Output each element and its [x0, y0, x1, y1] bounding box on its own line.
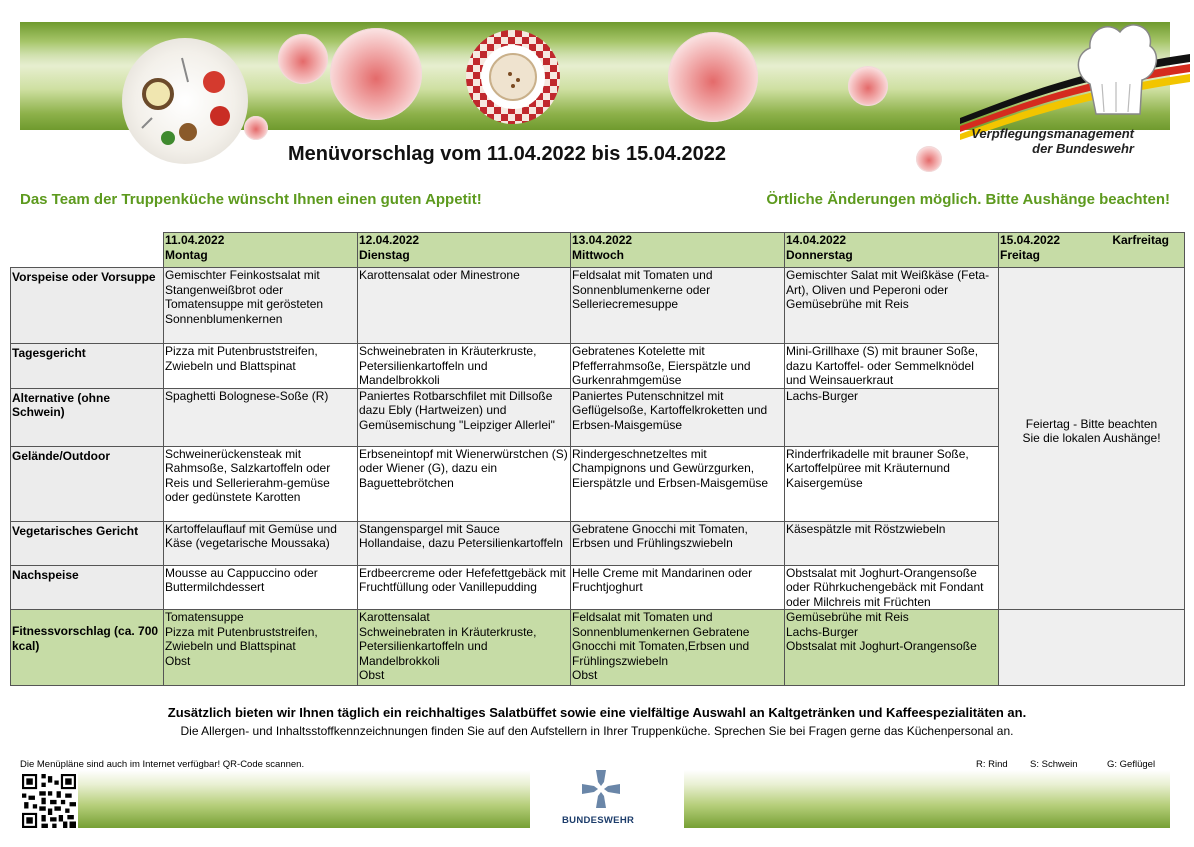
- menu-cell: Karottensalat Schweinebraten in Kräuterkruste, Petersilienkartoffeln und Mandelbrokkoli Obst: [358, 610, 571, 686]
- greeting-text: Das Team der Truppenküche wünscht Ihnen einen guten Appetit!: [20, 191, 482, 208]
- page-title: Menüvorschlag vom 11.04.2022 bis 15.04.2022: [288, 143, 727, 165]
- day-header-tuesday: 12.04.2022 Dienstag: [358, 233, 571, 268]
- footer-band-left: [78, 770, 530, 828]
- logo-line2: der Bundeswehr: [1032, 141, 1134, 156]
- food-photo-plate: [122, 38, 248, 164]
- row-label: Tagesgericht: [11, 344, 164, 389]
- footer-band-right: [684, 770, 1170, 828]
- menu-cell: Lachs-Burger: [785, 388, 999, 446]
- menu-cell: Erdbeercreme oder Hefefettgebäck mit Fruchtfüllung oder Vanillepudding: [358, 565, 571, 610]
- chef-hat-icon: [1070, 14, 1160, 124]
- day-header-monday: 11.04.2022 Montag: [164, 233, 358, 268]
- row-label: Nachspeise: [11, 565, 164, 610]
- empty-corner: [11, 233, 164, 268]
- day-header-friday: 15.04.2022 Karfreitag Freitag: [999, 233, 1185, 268]
- menu-cell: Schweinerückensteak mit Rahmsoße, Salzkartoffeln oder Reis und Sellerierahm-gemüse oder gedünstete Karotten: [164, 446, 358, 521]
- bundeswehr-brand: BUNDESWEHR: [562, 815, 635, 826]
- table-row: [11, 268, 1185, 344]
- holiday-cell: [999, 268, 1185, 610]
- menu-cell: Paniertes Putenschnitzel mit Geflügelsoße, Kartoffelkroketten und Erbsen-Maisgemüse: [571, 388, 785, 446]
- menu-cell: Gemüsebrühe mit Reis Lachs-Burger Obstsalat mit Joghurt-Orangensoße: [785, 610, 999, 686]
- legend-schwein: S: Schwein: [1030, 759, 1078, 770]
- menu-cell: Pizza mit Putenbruststreifen, Zwiebeln und Blattspinat: [164, 344, 358, 389]
- day-header-thursday: 14.04.2022 Donnerstag: [785, 233, 999, 268]
- holiday-label: Karfreitag: [1112, 233, 1169, 247]
- internet-note: Die Menüpläne sind auch im Internet verfügbar! QR-Code scannen.: [20, 759, 305, 770]
- legend-rind: R: Rind: [976, 759, 1008, 770]
- menu-cell: Stangenspargel mit Sauce Hollandaise, dazu Petersilienkartoffeln: [358, 521, 571, 565]
- logo-line1: Verpflegungsmanagement: [971, 126, 1134, 141]
- changes-note: Örtliche Änderungen möglich. Bitte Aushänge beachten!: [766, 191, 1170, 208]
- salad-buffet-note: Zusätzlich bieten wir Ihnen täglich ein reichhaltiges Salatbüffet sowie eine vielfältige Auswahl an Kaltgetränken und Kaffeespezialitäten an.: [167, 705, 1027, 720]
- allergen-note: Die Allergen- und Inhaltsstoffkennzeichnungen finden Sie auf den Aufstellern in Ihrer Truppenküche. Sprechen Sie bei Fragen gerne das Küchenpersonal an.: [180, 724, 1014, 738]
- row-label: Fitnessvorschlag (ca. 700 kcal): [11, 610, 164, 686]
- menu-cell: Schweinebraten in Kräuterkruste, Petersilienkartoffeln und Mandelbrokkoli: [358, 344, 571, 389]
- day-header-wednesday: 13.04.2022 Mittwoch: [571, 233, 785, 268]
- qr-code-icon[interactable]: [22, 774, 76, 828]
- menu-cell: Käsespätzle mit Röstzwiebeln: [785, 521, 999, 565]
- menu-cell: Mousse au Cappuccino oder Buttermilchdessert: [164, 565, 358, 610]
- table-row-fitness: [11, 610, 1185, 686]
- bundeswehr-cross-icon: [582, 770, 620, 808]
- row-label: Vegetarisches Gericht: [11, 521, 164, 565]
- menu-cell: Obstsalat mit Joghurt-Orangensoße oder Rührkuchengebäck mit Fondant oder Milchreis mit Früchten: [785, 565, 999, 610]
- holiday-note: Feiertag - Bitte beachten Sie die lokalen Aushänge!: [1022, 416, 1161, 446]
- menu-cell: Kartoffelauflauf mit Gemüse und Käse (vegetarische Moussaka): [164, 521, 358, 565]
- row-label: Alternative (ohne Schwein): [11, 388, 164, 446]
- decor-bubble: [244, 116, 268, 140]
- menu-cell: Spaghetti Bolognese-Soße (R): [164, 388, 358, 446]
- menu-cell: Karottensalat oder Minestrone: [358, 268, 571, 344]
- food-photo-coffee: [466, 30, 560, 124]
- decor-bubble: [668, 32, 758, 122]
- friday-fitness-cell: [999, 610, 1185, 686]
- menu-cell: Feldsalat mit Tomaten und Sonnenblumenkerne oder Selleriecremesuppe: [571, 268, 785, 344]
- row-label: Vorspeise oder Vorsuppe: [11, 268, 164, 344]
- menu-cell: Gebratenes Kotelette mit Pfefferrahmsoße, Eierspätzle und Gurkenrahmgemüse: [571, 344, 785, 389]
- menu-cell: Helle Creme mit Mandarinen oder Fruchtjoghurt: [571, 565, 785, 610]
- logo-text: [971, 126, 1134, 156]
- menu-cell: Paniertes Rotbarschfilet mit Dillsoße dazu Ebly (Hartweizen) und Gemüsemischung "Leipziger Allerlei": [358, 388, 571, 446]
- decor-bubble: [916, 146, 942, 172]
- menu-cell: Gemischter Salat mit Weißkäse (Feta-Art), Oliven und Peperoni oder Gemüsebrühe mit Reis: [785, 268, 999, 344]
- menu-cell: Tomatensuppe Pizza mit Putenbruststreifen, Zwiebeln und Blattspinat Obst: [164, 610, 358, 686]
- decor-bubble: [848, 66, 888, 106]
- decor-bubble: [330, 28, 422, 120]
- menu-cell: Feldsalat mit Tomaten und Sonnenblumenkernen Gebratene Gnocchi mit Tomaten,Erbsen und Frühlingszwiebeln Obst: [571, 610, 785, 686]
- menu-cell: Erbseneintopf mit Wienerwürstchen (S) oder Wiener (G), dazu ein Baguettebrötchen: [358, 446, 571, 521]
- legend-gefluegel: G: Geflügel: [1107, 759, 1156, 770]
- menu-cell: Gemischter Feinkostsalat mit Stangenweißbrot oder Tomatensuppe mit gerösteten Sonnenblumenkernen: [164, 268, 358, 344]
- menu-cell: Gebratene Gnocchi mit Tomaten, Erbsen und Frühlingszwiebeln: [571, 521, 785, 565]
- menu-cell: Mini-Grillhaxe (S) mit brauner Soße, dazu Kartoffel- oder Semmelknödel und Weinsauerkraut: [785, 344, 999, 389]
- menu-cell: Rindergeschnetzeltes mit Champignons und Gewürzgurken, Eierspätzle und Erbsen-Maisgemüse: [571, 446, 785, 521]
- row-label: Gelände/Outdoor: [11, 446, 164, 521]
- table-header-row: [11, 233, 1185, 268]
- decor-bubble: [278, 34, 328, 84]
- menu-cell: Rinderfrikadelle mit brauner Soße, Kartoffelpüree mit Kräuternund Kaisergemüse: [785, 446, 999, 521]
- menu-table: [10, 232, 1185, 686]
